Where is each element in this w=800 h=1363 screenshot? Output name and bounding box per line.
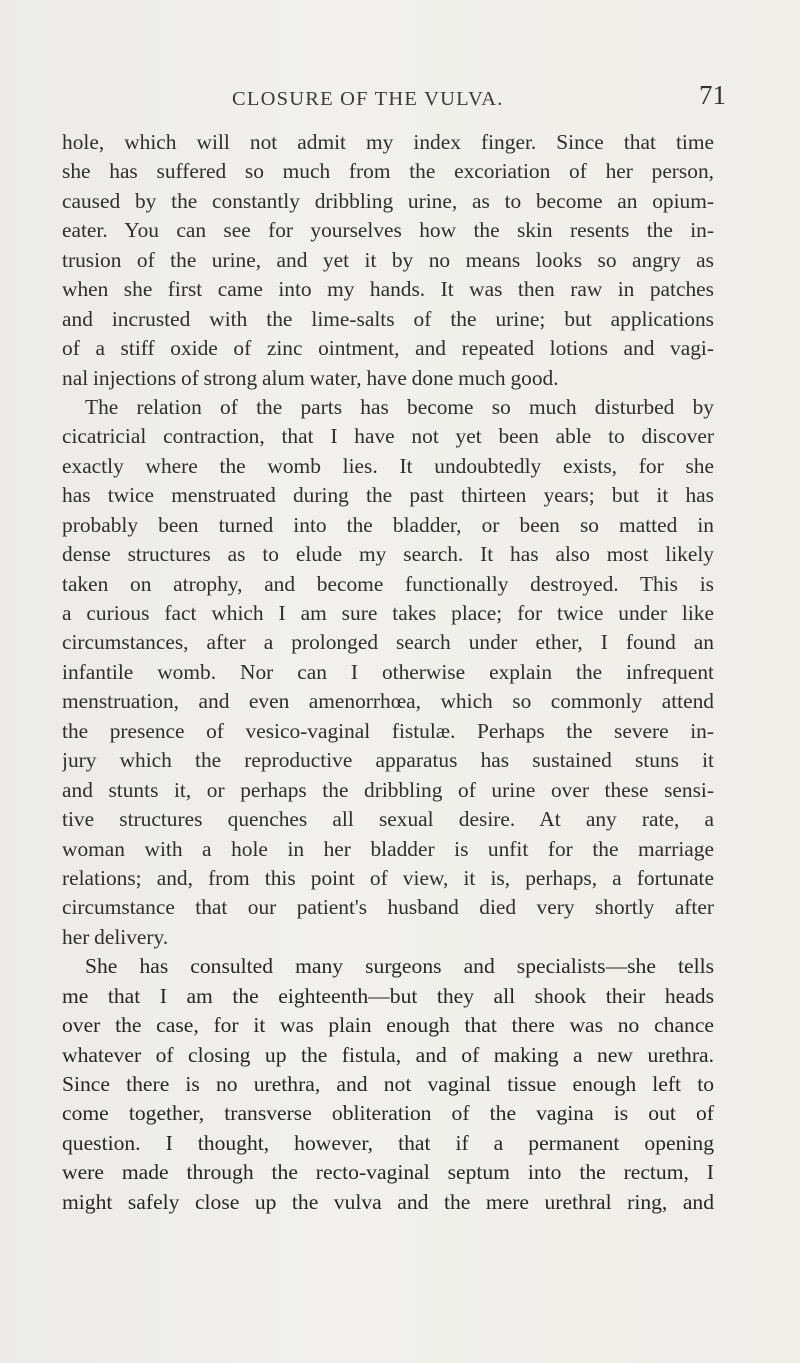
text-line: dense structures as to elude my search. It has also most likely: [62, 542, 714, 567]
body-text: [62, 128, 714, 1217]
text-line: of a stiff oxide of zinc ointment, and repeated lotions and vagi-: [62, 336, 714, 361]
page-number: 71: [699, 80, 726, 110]
text-line: probably been turned into the bladder, or been so matted in: [62, 512, 714, 537]
text-line: infantile womb. Nor can I otherwise explain the infrequent: [62, 659, 714, 684]
running-head-title: CLOSURE OF THE VULVA.: [232, 88, 504, 110]
text-line: the presence of vesico-vaginal fistulæ. Perhaps the severe in-: [62, 718, 714, 743]
text-line: were made through the recto-vaginal septum into the rectum, I: [62, 1160, 714, 1185]
text-line: exactly where the womb lies. It undoubtedly exists, for she: [62, 453, 714, 478]
text-line: question. I thought, however, that if a permanent opening: [62, 1130, 714, 1155]
text-line: circumstances, after a prolonged search under ether, I found an: [62, 630, 714, 655]
text-line: over the case, for it was plain enough that there was no chance: [62, 1013, 714, 1038]
text-line: she has suffered so much from the excoriation of her person,: [62, 159, 714, 184]
paragraph: [62, 393, 714, 952]
text-line: eater. You can see for yourselves how the skin resents the in-: [62, 218, 714, 243]
text-line: trusion of the urine, and yet it by no means looks so angry as: [62, 247, 714, 272]
text-line: The relation of the parts has become so much disturbed by: [85, 394, 714, 419]
text-line: caused by the constantly dribbling urine, as to become an opium-: [62, 188, 714, 213]
text-line: hole, which will not admit my index finger. Since that time: [62, 130, 714, 154]
text-line: woman with a hole in her bladder is unfit for the marriage: [62, 836, 714, 861]
paragraph-continued: [62, 128, 714, 393]
text-line: cicatricial contraction, that I have not yet been able to discover: [62, 424, 714, 449]
text-line: Since there is no urethra, and not vaginal tissue enough left to: [62, 1072, 714, 1096]
text-line: me that I am the eighteenth—but they all shook their heads: [62, 983, 714, 1008]
text-line: circumstance that our patient's husband died very shortly after: [62, 895, 714, 920]
text-line: when she first came into my hands. It was then raw in patches: [62, 277, 714, 302]
text-line: and stunts it, or perhaps the dribbling of urine over these sensi-: [62, 777, 714, 802]
text-line: a curious fact which I am sure takes place; for twice under like: [62, 601, 714, 625]
text-line: jury which the reproductive apparatus has sustained stuns it: [62, 748, 714, 773]
text-line: might safely close up the vulva and the mere urethral ring, and: [62, 1189, 714, 1214]
text-line: menstruation, and even amenorrhœa, which so commonly attend: [62, 689, 714, 714]
text-line: taken on atrophy, and become functionally destroyed. This is: [62, 571, 714, 596]
text-line: tive structures quenches all sexual desire. At any rate, a: [62, 807, 714, 832]
text-line: her delivery.: [62, 924, 169, 949]
text-line: has twice menstruated during the past thirteen years; but it has: [62, 483, 714, 508]
running-head: [0, 80, 800, 120]
text-line: nal injections of strong alum water, have done much good.: [62, 365, 559, 390]
text-line: whatever of closing up the fistula, and of making a new urethra.: [62, 1042, 714, 1067]
text-line: come together, transverse obliteration of the vagina is out of: [62, 1101, 714, 1126]
text-line: She has consulted many surgeons and specialists—she tells: [85, 954, 714, 979]
paragraph: [62, 952, 714, 1217]
text-line: relations; and, from this point of view, it is, perhaps, a fortunate: [62, 865, 714, 890]
text-line: and incrusted with the lime-salts of the urine; but applications: [62, 306, 714, 331]
